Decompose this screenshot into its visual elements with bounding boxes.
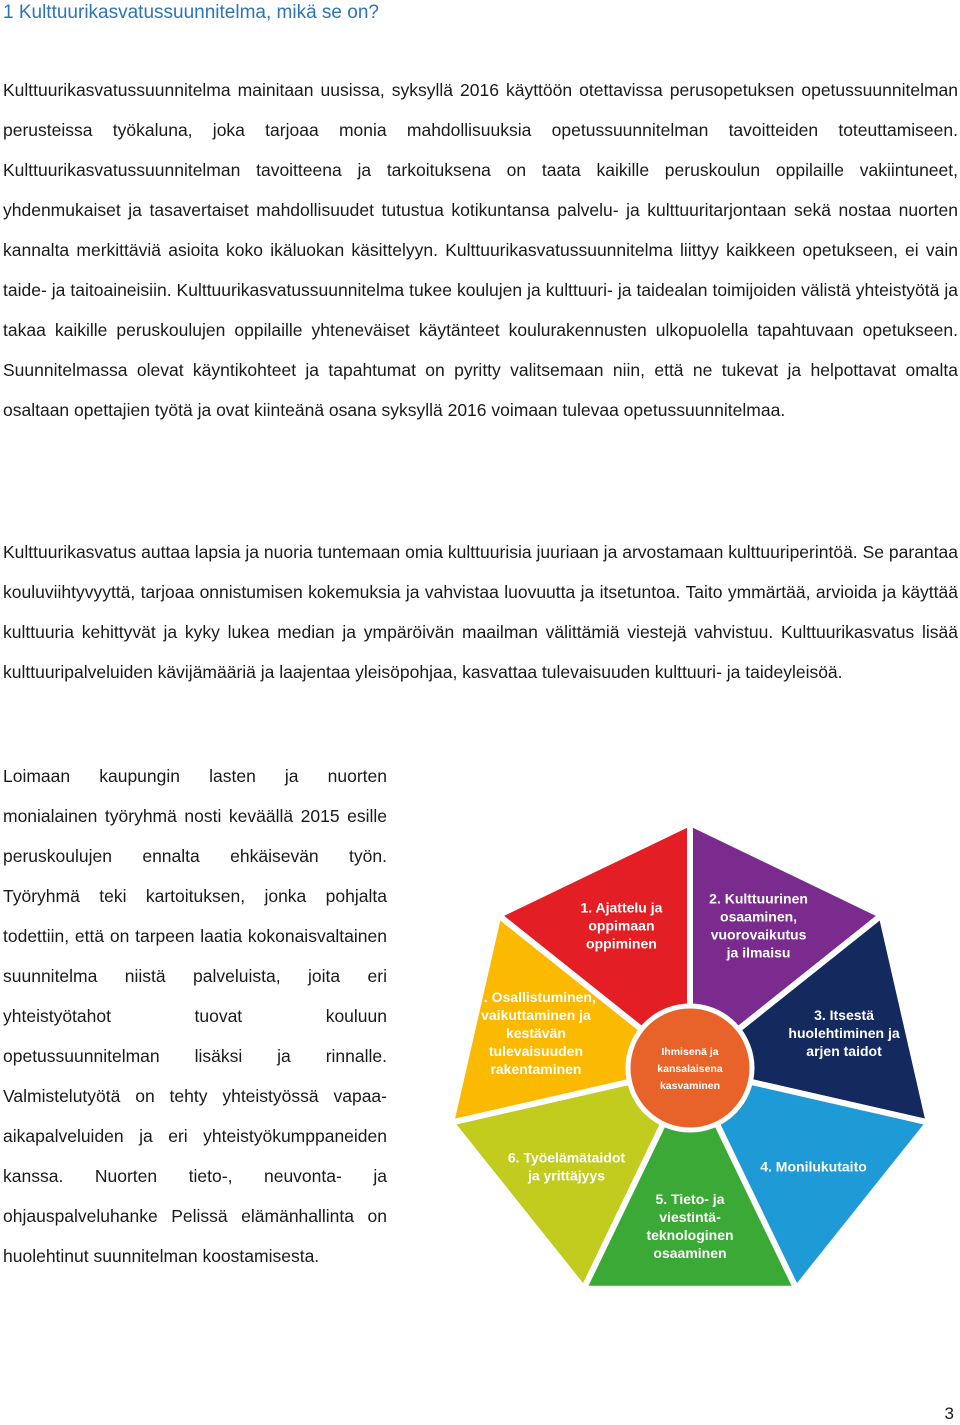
wheel-segment-label-3: 3. Itsestä huolehtiminen ja arjen taidot: [788, 1006, 900, 1059]
wheel-segment-label-7: 7. Osallistuminen, vaikuttaminen ja kestävän tulevaisuuden rakentaminen: [476, 988, 596, 1077]
wheel-segment-label-2: 2. Kulttuurinen osaaminen, vuorovaikutus ja ilmaisu: [709, 890, 808, 961]
wheel-segment-label-4: 4. Monilukutaito: [760, 1158, 867, 1175]
wheel-center: [628, 1006, 752, 1130]
wheel-segment-label-6: 6. Työelämätaidot ja yrittäjyys: [507, 1149, 626, 1184]
paragraph-working-group: Loimaan kaupungin lasten ja nuorten monialainen työryhmä nosti keväällä 2015 esille peruskoulujen ennalta ehkäisevän työn. Työryhmä teki kartoituksen, jonka pohjalta todettiin, että on tarpeen laatia kokonaisvaltainen suunnitelma niistä palveluista, joita eri yhteistyötahot tuovat kouluun opetussuunnitelman lisäksi ja rinnalle. Valmistelutyötä on tehty yhteistyössä vapaa-aikapalveluiden ja eri yhteistyökumppaneiden kanssa. Nuorten tieto-, neuvonta- ja ohjauspalveluhanke Pelissä elämänhallinta on huolehtinut suunnitelman koostamisesta.: [3, 766, 387, 1266]
competence-wheel-diagram: [440, 820, 940, 1320]
wheel-segment-label-5: 5. Tieto- ja viestintä-teknologinen osaaminen: [646, 1191, 734, 1261]
paragraph-benefits: Kulttuurikasvatus auttaa lapsia ja nuoria tuntemaan omia kulttuurisia juuriaan ja arvostamaan kulttuuriperintöä. Se parantaa kouluviihtyvyyttä, tarjoaa onnistumisen kokemuksia ja vahvistaa luovuutta ja itsetuntoa. Taito ymmärtää, arvioida ja käyttää kulttuuria kehittyvät ja kyky lukea median ja ympäröivän maailman välittämiä viestejä vahvistuu. Kulttuurikasvatus lisää kulttuuripalveluiden kävijämääriä ja laajentaa yleisöpohjaa, kasvattaa tulevaisuuden kulttuuri- ja taideyleisöä.: [3, 542, 958, 682]
wheel-center-label: Ihmisenä ja kansalaisena kasvaminen: [657, 1046, 723, 1092]
page-number: 3: [944, 1404, 954, 1423]
paragraph-intro: Kulttuurikasvatussuunnitelma mainitaan uusissa, syksyllä 2016 käyttöön otettavissa perusopetuksen opetussuunnitelman perusteissa työkaluna, joka tarjoaa monia mahdollisuuksia opetussuunnitelman tavoitteiden toteuttamiseen. Kulttuurikasvatussuunnitelman tavoitteena ja tarkoituksena on taata kaikille peruskoulun oppilaille vakiintuneet, yhdenmukaiset ja tasavertaiset mahdollisuudet tutustua kotikuntansa palvelu- ja kulttuuritarjontaan sekä nostaa nuorten kannalta merkittäviä asioita koko ikäluokan käsittelyyn. Kulttuurikasvatussuunnitelma liittyy kaikkeen opetukseen, ei vain taide- ja taitoaineisiin. Kulttuurikasvatussuunnitelma tukee koulujen ja kulttuuri- ja taidealan toimijoiden välistä yhteistyötä ja takaa kaikille peruskoulujen oppilaille yhteneväiset käytänteet koulurakennusten ulkopuolella tapahtuvaan opetukseen. Suunnitelmassa olevat käyntikohteet ja tapahtumat on pyritty valitsemaan niin, että ne tukevat ja helpottavat omalta osaltaan opettajien työtä ja ovat kiinteänä osana syksyllä 2016 voimaan tulevaa opetussuunnitelmaa.: [3, 80, 958, 420]
wheel-segment-label-1: 1. Ajattelu ja oppimaan oppiminen: [580, 899, 663, 952]
section-heading: 1 Kulttuurikasvatussuunnitelma, mikä se on?: [3, 2, 379, 23]
